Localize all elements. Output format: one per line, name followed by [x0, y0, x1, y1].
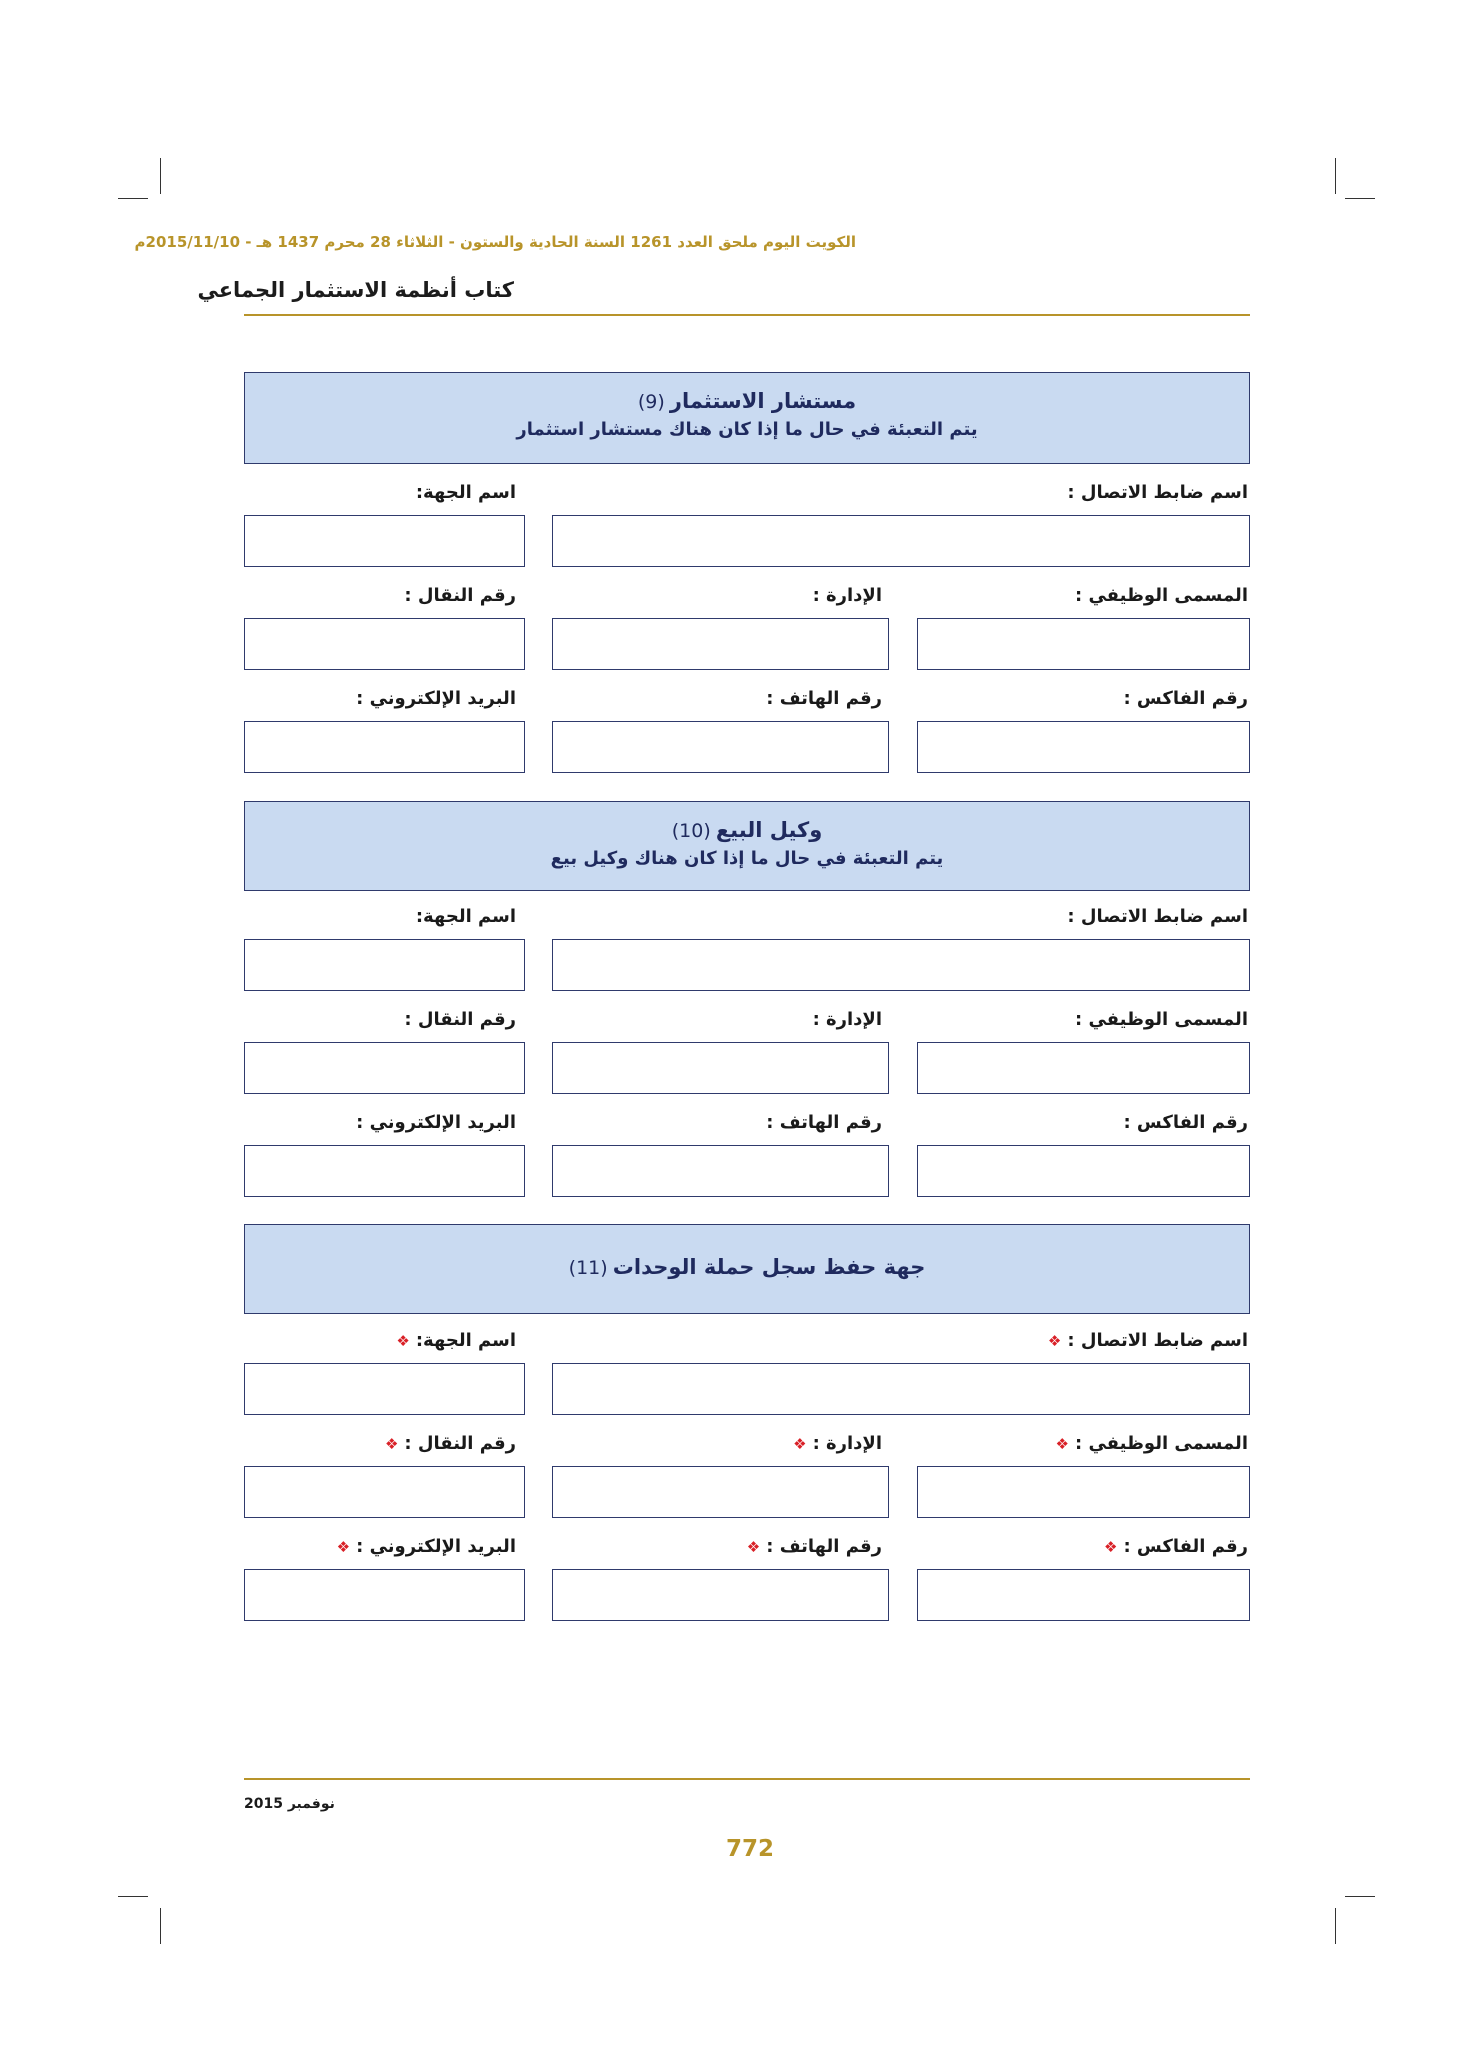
mobile-field[interactable] — [244, 1466, 525, 1518]
required-mark-icon: ❖ — [793, 1435, 807, 1453]
phone-field[interactable] — [552, 721, 889, 773]
crop-mark — [1345, 1896, 1375, 1897]
label-email: البريد الإلكتروني : — [356, 1112, 516, 1133]
required-mark-icon: ❖ — [746, 1538, 761, 1556]
required-mark-icon: ❖ — [396, 1332, 410, 1350]
section-title: وكيل البيع — [715, 818, 823, 842]
section-subtitle: يتم التعبئة في حال ما إذا كان هناك وكيل بيع — [550, 848, 944, 869]
header-rule — [244, 314, 1250, 316]
label-job-title: المسمى الوظيفي : — [1074, 1009, 1248, 1030]
section-banner-unitholder-registry — [244, 1224, 1250, 1314]
footer-rule — [244, 1778, 1250, 1780]
label-contact-officer: اسم ضابط الاتصال : — [1067, 482, 1248, 503]
section-title: مستشار الاستثمار — [669, 389, 857, 413]
section-subtitle: يتم التعبئة في حال ما إذا كان هناك مستشار استثمار — [516, 419, 978, 440]
mobile-field[interactable] — [244, 618, 525, 670]
job-title-field[interactable] — [917, 1466, 1250, 1518]
contact-officer-field[interactable] — [552, 939, 1250, 991]
label-department: الإدارة : — [812, 585, 882, 606]
department-field[interactable] — [552, 1466, 889, 1518]
crop-mark — [1335, 158, 1336, 194]
label-email: البريد الإلكتروني : — [356, 688, 516, 709]
phone-field[interactable] — [552, 1145, 889, 1197]
label-job-title: المسمى الوظيفي : — [1074, 585, 1248, 606]
email-field[interactable] — [244, 721, 525, 773]
footer-date: نوفمبر 2015 — [244, 1796, 335, 1812]
email-field[interactable] — [244, 1145, 525, 1197]
label-job-title: المسمى الوظيفي :❖ — [1055, 1433, 1248, 1454]
label-entity-name: اسم الجهة:❖ — [396, 1330, 516, 1351]
label-mobile: رقم النقال : — [404, 1009, 516, 1030]
label-department: الإدارة : — [812, 1009, 882, 1030]
section-number: (11) — [568, 1257, 608, 1279]
crop-mark — [1345, 198, 1375, 199]
required-mark-icon: ❖ — [384, 1435, 399, 1453]
crop-mark — [118, 1896, 148, 1897]
fax-field[interactable] — [917, 721, 1250, 773]
department-field[interactable] — [552, 618, 889, 670]
label-contact-officer: اسم ضابط الاتصال : — [1067, 906, 1248, 927]
job-title-field[interactable] — [917, 618, 1250, 670]
required-mark-icon: ❖ — [336, 1538, 351, 1556]
fax-field[interactable] — [917, 1569, 1250, 1621]
entity-name-field[interactable] — [244, 515, 525, 567]
section-number: (10) — [671, 820, 711, 842]
label-fax: رقم الفاكس : — [1123, 1112, 1248, 1133]
label-entity-name: اسم الجهة: — [415, 482, 516, 503]
running-header: الكويت اليوم ملحق العدد 1261 السنة الحادية والستون - الثلاثاء 28 محرم 1437 هـ - 2015/11/10م — [134, 233, 856, 251]
label-mobile: رقم النقال : — [404, 585, 516, 606]
crop-mark — [1335, 1908, 1336, 1944]
required-mark-icon: ❖ — [1055, 1435, 1069, 1453]
contact-officer-field[interactable] — [552, 515, 1250, 567]
label-mobile: رقم النقال :❖ — [384, 1433, 516, 1454]
crop-mark — [160, 158, 161, 194]
label-email: البريد الإلكتروني :❖ — [336, 1536, 516, 1557]
required-mark-icon: ❖ — [1103, 1538, 1118, 1556]
crop-mark — [118, 198, 148, 199]
label-contact-officer: اسم ضابط الاتصال :❖ — [1047, 1330, 1248, 1351]
label-phone: رقم الهاتف :❖ — [746, 1536, 882, 1557]
department-field[interactable] — [552, 1042, 889, 1094]
crop-mark — [160, 1908, 161, 1944]
label-entity-name: اسم الجهة: — [415, 906, 516, 927]
label-phone: رقم الهاتف : — [766, 688, 882, 709]
email-field[interactable] — [244, 1569, 525, 1621]
contact-officer-field[interactable] — [552, 1363, 1250, 1415]
section-banner-sales-agent — [244, 801, 1250, 891]
mobile-field[interactable] — [244, 1042, 525, 1094]
required-mark-icon: ❖ — [1047, 1332, 1062, 1350]
entity-name-field[interactable] — [244, 939, 525, 991]
label-fax: رقم الفاكس : — [1123, 688, 1248, 709]
phone-field[interactable] — [552, 1569, 889, 1621]
page-number: 772 — [725, 1836, 774, 1862]
book-title: كتاب أنظمة الاستثمار الجماعي — [197, 278, 514, 302]
label-fax: رقم الفاكس :❖ — [1103, 1536, 1248, 1557]
label-phone: رقم الهاتف : — [766, 1112, 882, 1133]
entity-name-field[interactable] — [244, 1363, 525, 1415]
label-department: الإدارة :❖ — [793, 1433, 882, 1454]
section-banner-investment-advisor — [244, 372, 1250, 464]
fax-field[interactable] — [917, 1145, 1250, 1197]
job-title-field[interactable] — [917, 1042, 1250, 1094]
section-title: جهة حفظ سجل حملة الوحدات — [612, 1255, 926, 1279]
section-number: (9) — [637, 391, 665, 413]
